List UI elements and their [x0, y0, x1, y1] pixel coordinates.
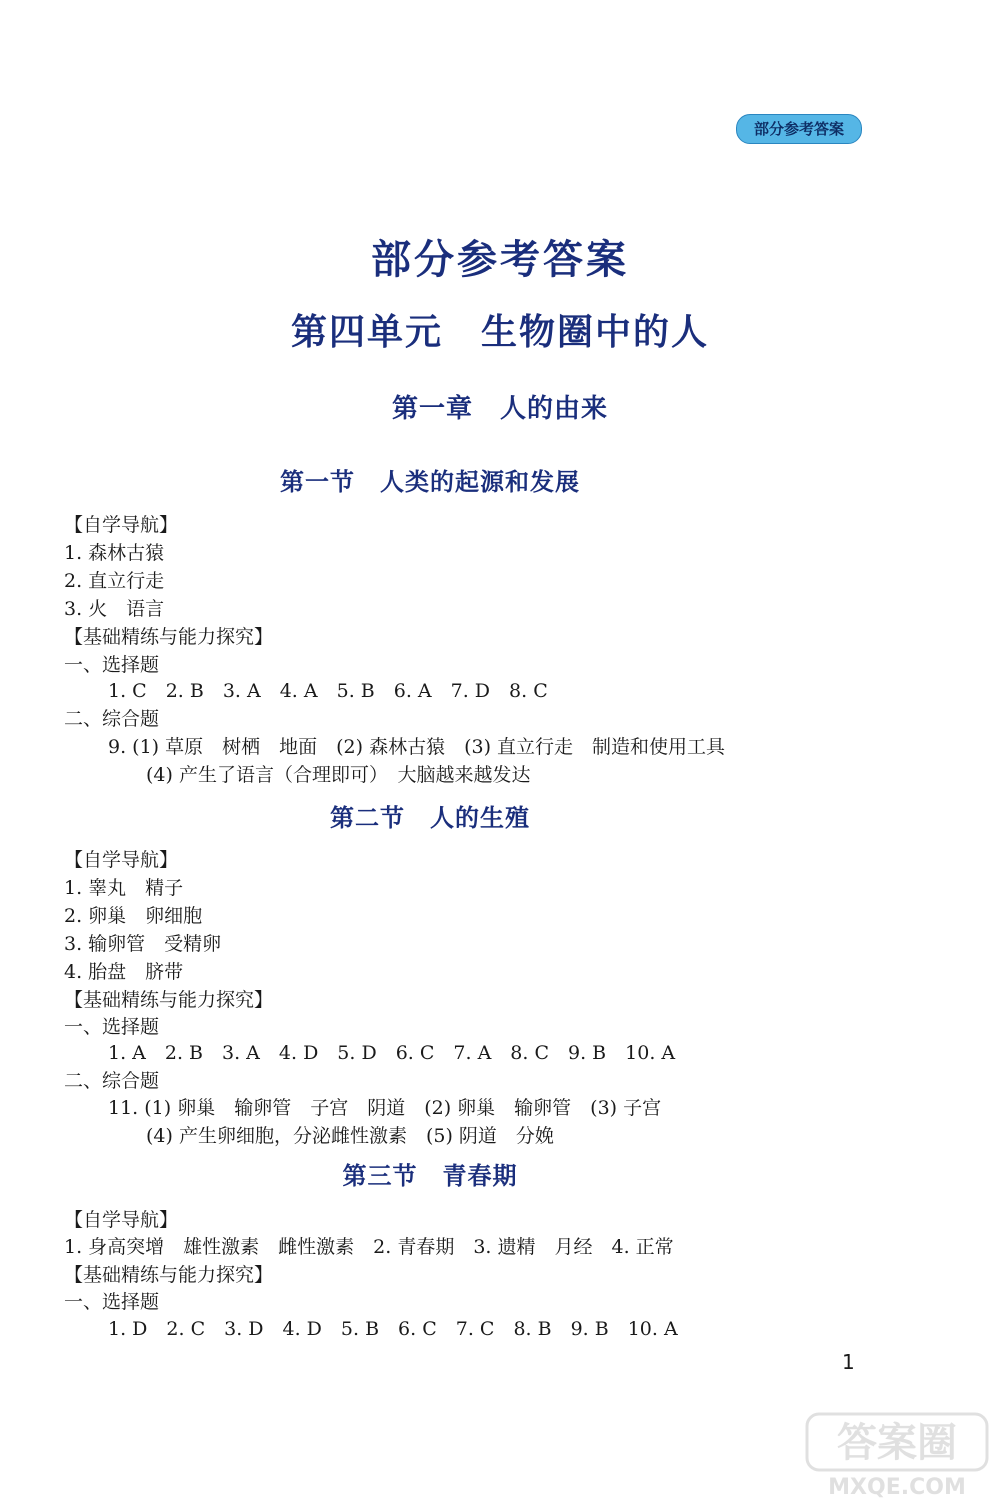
watermark-site-text: MXQE.COM: [828, 1475, 966, 1500]
unit-title: 第四单元 生物圈中的人: [290, 312, 709, 353]
section-title: 第三节 青春期: [342, 1162, 518, 1190]
section-heading: 【基础精练与能力探究】: [64, 989, 274, 1011]
question-type: 二、综合题: [64, 1070, 160, 1092]
page-number: 1: [842, 1350, 855, 1374]
section-heading: 【自学导航】: [64, 849, 179, 871]
answer-line: (4) 产生了语言（合理即可） 大脑越来越发达: [146, 764, 531, 786]
question-type: 一、选择题: [64, 1016, 160, 1038]
answer-line: 1. C 2. B 3. A 4. A 5. B 6. A 7. D 8. C: [108, 680, 548, 702]
answer-line: 1. 森林古猿: [64, 542, 165, 564]
section-heading: 【自学导航】: [64, 514, 179, 536]
answer-line: 9. (1) 草原 树栖 地面 (2) 森林古猿 (3) 直立行走 制造和使用工具: [108, 736, 726, 758]
chapter-title: 第一章 人的由来: [391, 394, 608, 424]
watermark-logo-icon: [805, 1410, 990, 1500]
answer-line: 1. A 2. B 3. A 4. D 5. D 6. C 7. A 8. C 9. B 10. A: [108, 1042, 676, 1064]
answer-line: 1. 身高突增 雄性激素 雌性激素 2. 青春期 3. 遗精 月经 4. 正常: [64, 1236, 674, 1258]
header-badge: 部分参考答案: [736, 114, 862, 144]
answer-line: 2. 卵巢 卵细胞: [64, 905, 203, 927]
section-heading: 【基础精练与能力探究】: [64, 626, 274, 648]
section-heading: 【自学导航】: [64, 1209, 179, 1231]
section-heading: 【基础精练与能力探究】: [64, 1264, 274, 1286]
answer-line: (4) 产生卵细胞，分泌雌性激素 (5) 阴道 分娩: [146, 1125, 554, 1147]
question-type: 二、综合题: [64, 708, 160, 730]
question-type: 一、选择题: [64, 654, 160, 676]
section-title: 第一节 人类的起源和发展: [280, 468, 580, 496]
answer-line: 1. D 2. C 3. D 4. D 5. B 6. C 7. C 8. B 9. B 10. A: [108, 1318, 678, 1340]
answer-line: 2. 直立行走: [64, 570, 165, 592]
answer-line: 11. (1) 卵巢 输卵管 子宫 阴道 (2) 卵巢 输卵管 (3) 子宫: [108, 1097, 662, 1119]
main-title: 部分参考答案: [371, 237, 629, 283]
answer-line: 3. 火 语言: [64, 598, 165, 620]
answer-line: 4. 胎盘 脐带: [64, 961, 184, 983]
answer-line: 3. 输卵管 受精卵: [64, 933, 222, 955]
question-type: 一、选择题: [64, 1291, 160, 1313]
section-title: 第二节 人的生殖: [330, 804, 530, 832]
watermark-logo-text: 答案圈: [837, 1420, 957, 1466]
answer-line: 1. 睾丸 精子: [64, 877, 184, 899]
